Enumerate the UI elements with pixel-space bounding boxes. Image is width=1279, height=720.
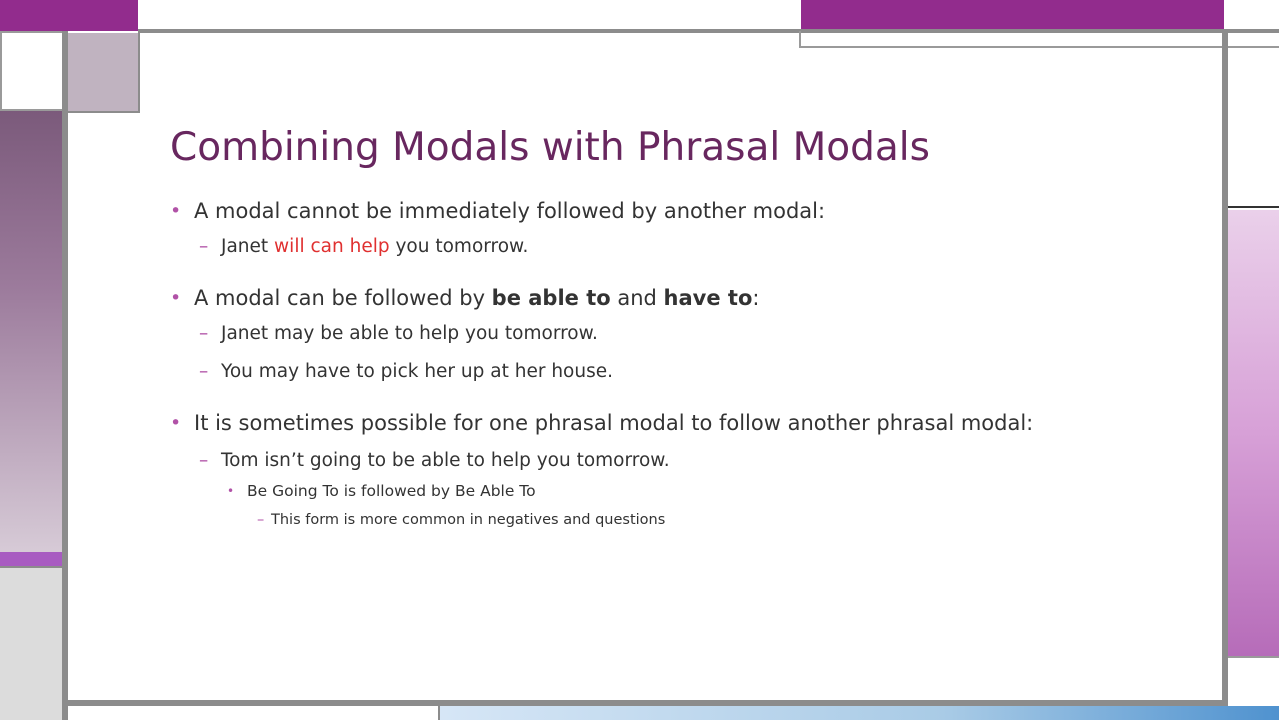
- bullet-2-suffix: :: [752, 286, 760, 310]
- bullet-2-middle: and: [610, 286, 664, 310]
- deco-right-gradient: [1228, 210, 1279, 656]
- bullet-1: [170, 197, 1215, 225]
- bullet-3-sub-1: [170, 448, 1215, 474]
- bullet-2-sub-1: [170, 321, 1215, 347]
- bullet-2: [170, 284, 1215, 312]
- bullet-1-sub-1-highlight: will can help: [274, 236, 390, 257]
- bullet-3-sub-1-text: Tom isn’t going to be able to help you tomorrow.: [221, 450, 670, 471]
- bullet-2-prefix: A modal can be followed by: [194, 286, 492, 310]
- dash-marker: –: [199, 236, 209, 257]
- deco-top-left-bar: [0, 0, 138, 31]
- bullet-marker: •: [170, 287, 182, 309]
- deco-top-right-bar: [801, 0, 1224, 31]
- dash-marker: –: [199, 450, 209, 471]
- deco-right-top-box: [1228, 48, 1279, 208]
- bullet-2-bold-2: have to: [663, 286, 753, 310]
- bullet-3-sub-1-1-1: [170, 509, 1215, 531]
- bullet-2-bold-1: be able to: [491, 286, 611, 310]
- bullet-3: [170, 409, 1215, 437]
- bullet-3-sub-1-1-text: Be Going To is followed by Be Able To: [247, 482, 536, 500]
- bullet-marker: •: [170, 200, 182, 222]
- bullet-1-text: A modal cannot be immediately followed by another modal:: [194, 199, 826, 223]
- bullet-2-sub-2-text: You may have to pick her up at her house.: [221, 361, 614, 382]
- bullet-1-sub-1-before: Janet: [221, 236, 275, 257]
- dash-marker: –: [199, 323, 209, 344]
- bullet-1-sub-1: [170, 234, 1215, 260]
- deco-left-bottom-box: [0, 566, 64, 720]
- bullet-list: [170, 197, 1215, 531]
- bullet-3-sub-1-1: [170, 480, 1215, 502]
- deco-mauve-square: [68, 33, 140, 113]
- deco-bottom-gradient: [438, 706, 1279, 720]
- slide-title: Combining Modals with Phrasal Modals: [170, 125, 930, 170]
- bullet-1-sub-1-after: you tomorrow.: [389, 236, 529, 257]
- bullet-2-sub-2: [170, 359, 1215, 385]
- bullet-3-sub-1-1-1-text: This form is more common in negatives and questions: [271, 512, 666, 528]
- dash-marker: –: [199, 361, 209, 382]
- bullet-marker: •: [170, 412, 182, 434]
- bullet-3-text: It is sometimes possible for one phrasal modal to follow another phrasal modal:: [194, 411, 1034, 435]
- bullet-2-sub-1-text: Janet may be able to help you tomorrow.: [221, 323, 598, 344]
- deco-left-top-box: [0, 31, 64, 111]
- small-bullet-marker: •: [227, 484, 235, 498]
- deco-top-right-box: [799, 31, 1279, 48]
- deco-left-gradient: [0, 111, 62, 554]
- deco-left-line: [62, 31, 68, 720]
- dash-marker: –: [257, 512, 265, 528]
